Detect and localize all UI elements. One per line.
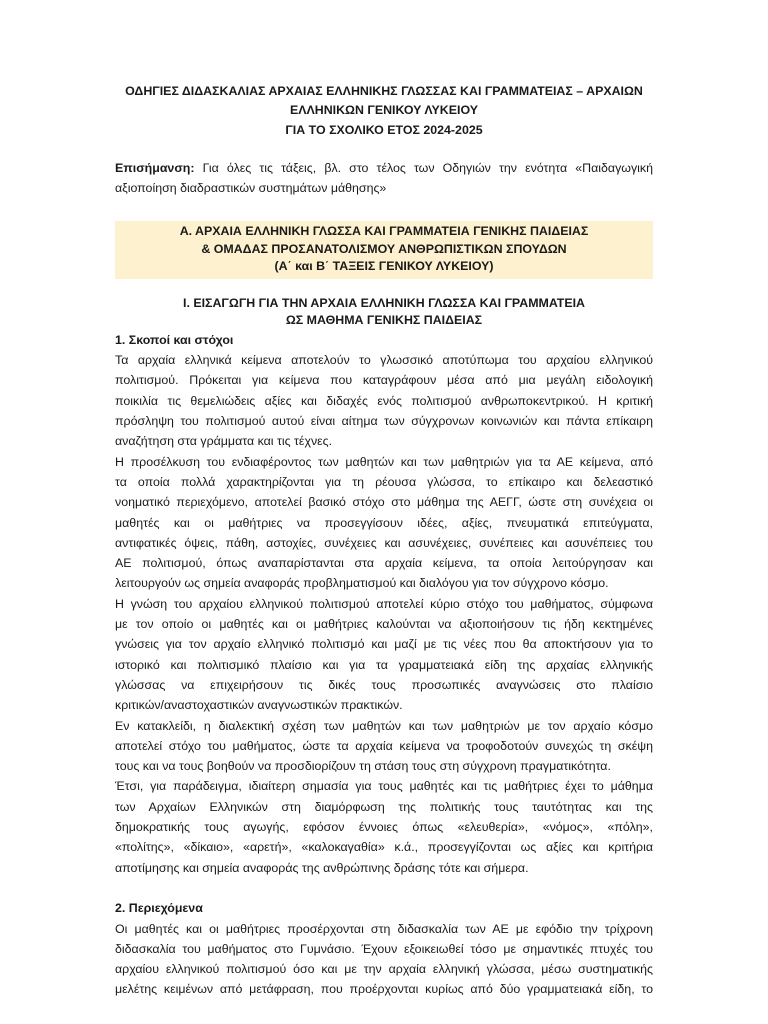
notice-line-2: αξιοποίηση διαδραστικών συστημάτων μάθησης» — [115, 181, 387, 196]
title-line-3: ΓΙΑ ΤΟ ΣΧΟΛΙΚΟ ΕΤΟΣ 2024-2025 — [285, 122, 483, 137]
paragraph-line: αναζήτηση στα γράμματα και τις τέχνες. — [115, 434, 333, 449]
document-title — [115, 82, 653, 140]
paragraph-line: αντιφατικές όψεις, πάθη, αστοχίες, συνέχειες και ασυνέχειες, συνέπειες και ασυνέπειες του — [115, 535, 653, 550]
paragraph-line: λειτουργούν ως σημεία αναφοράς προβληματισμού και διαλόγου για τον σύγχρονο κόσμο. — [115, 576, 609, 591]
paragraph-line: Οι μαθητές και οι μαθήτριες προσέρχονται στη διδασκαλία των ΑΕ με εφόδιο την τρίχρονη — [115, 921, 653, 936]
paragraph-2 — [115, 452, 653, 594]
paragraph-line: διδασκαλία του μαθήματος στο Γυμνάσιο. Έχουν εξοικειωθεί τόσο με σημαντικές πτυχές του — [115, 941, 653, 956]
paragraph-line: Η γνώση του αρχαίου ελληνικού πολιτισμού αποτελεί κύριο στόχο του μαθήματος, σύμφωνα — [115, 596, 653, 611]
paragraph-3 — [115, 594, 653, 716]
banner-line-3: (Α΄ και Β΄ ΤΑΞΕΙΣ ΓΕΝΙΚΟΥ ΛΥΚΕΙΟΥ) — [274, 259, 494, 274]
title-line-1: ΟΔΗΓΙΕΣ ΔΙΔΑΣΚΑΛΙΑΣ ΑΡΧΑΙΑΣ ΕΛΛΗΝΙΚΗΣ ΓΛΩΣΣΑΣ ΚΑΙ ΓΡΑΜΜΑΤΕΙΑΣ – ΑΡΧΑΙΩΝ — [125, 84, 643, 98]
banner-line-2: & ΟΜΑΔΑΣ ΠΡΟΣΑΝΑΤΟΛΙΣΜΟΥ ΑΝΘΡΩΠΙΣΤΙΚΩΝ ΣΠΟΥΔΩΝ — [201, 241, 567, 256]
paragraph-4 — [115, 716, 653, 777]
paragraph-line: αρχαίου ελληνικού πολιτισμού όσο και με την αρχαία ελληνική γλώσσα, μέσω συστηματικής — [115, 962, 653, 977]
paragraph-line: τους και να τους βοηθούν να προσδιορίζουν τη στάση τους στη σύγχρονη πραγματικότητα. — [115, 759, 611, 774]
notice-line-1 — [115, 158, 653, 178]
paragraph-line: με τον οποίο οι μαθητές και οι μαθήτριες καλούνται να αξιοποιήσουν τις ήδη κεκτημένες — [115, 617, 653, 632]
notice-paragraph — [115, 158, 653, 199]
paragraph-line: μελέτης κειμένων από μετάφραση, που προέρχονται κυρίως από δύο γραμματειακά είδη, το — [115, 982, 653, 997]
paragraph-line: δημοκρατικής τους αγωγής, εφόσον έννοιες όπως «ελευθερία», «νόμος», «πόλη», — [115, 820, 653, 835]
paragraph-line: γνώσεις για τον αρχαίο ελληνικό πολιτισμό και μαζί με τις νέες που θα αποκτήσουν για το — [115, 637, 653, 652]
paragraph-line: αποτίμησης και σημεία αναφοράς της ανθρώπινης δράσης τότε και σήμερα. — [115, 860, 529, 875]
section-i-title — [115, 295, 653, 330]
paragraph-line: Τα αρχαία ελληνικά κείμενα αποτελούν το γλωσσικό αποτύπωμα του αρχαίου ελληνικού — [115, 353, 653, 368]
paragraph-line: τα οποία πολλά χαρακτηρίζονται για τη ρέουσα γλώσσα, το επίκαιρο και δελεαστικό — [115, 474, 653, 489]
paragraph-line: κριτικών/αναστοχαστικών αναγνωστικών πρακτικών. — [115, 698, 403, 713]
section-a-banner — [115, 221, 653, 278]
paragraph-line: Η προσέλκυση του ενδιαφέροντος των μαθητών και των μαθητριών για τα ΑΕ κείμενα, από — [115, 454, 653, 469]
section-i-line-2: ΩΣ ΜΑΘΗΜΑ ΓΕΝΙΚΗΣ ΠΑΙΔΕΙΑΣ — [285, 313, 483, 328]
paragraph-line: των Αρχαίων Ελληνικών στη διαμόρφωση της πολιτικής τους ταυτότητας και της — [115, 799, 653, 814]
section-i-line-1: Ι. ΕΙΣΑΓΩΓΗ ΓΙΑ ΤΗΝ ΑΡΧΑΙΑ ΕΛΛΗΝΙΚΗ ΓΛΩΣΣΑ ΚΑΙ ΓΡΑΜΜΑΤΕΙΑ — [183, 295, 585, 310]
paragraph-line: πρόσληψη του πολιτισμού αυτού είναι αίτημα των σύγχρονων κοινωνιών και πάντα επίκαιρη — [115, 414, 653, 429]
heading-aims: 1. Σκοποί και στόχοι — [115, 332, 234, 347]
notice-text-1: Για όλες τις τάξεις, βλ. στο τέλος των Οδηγιών την ενότητα «Παιδαγωγική — [202, 160, 653, 175]
paragraph-line: γλώσσας να επιχειρήσουν τις δικές τους προσωπικές αναγνώσεις στο πλαίσιο — [115, 677, 653, 692]
paragraph-line: Εν κατακλείδι, η διαλεκτική σχέση των μαθητών και των μαθητριών με τον αρχαίο κόσμο — [115, 718, 653, 733]
paragraph-line: νοηματικό περιεχόμενο, αποτελεί βασικό στόχο στο μάθημα της ΑΕΓΓ, ώστε στη συνέχεια οι — [115, 495, 653, 510]
title-line-2: ΕΛΛΗΝΙΚΩΝ ΓΕΝΙΚΟΥ ΛΥΚΕΙΟΥ — [289, 103, 479, 118]
paragraph-line: πολιτισμού. Πρόκειται για κείμενα που καταγράφουν μέσα από μια μεγάλη ειδολογική — [115, 373, 653, 388]
heading-contents: 2. Περιεχόμενα — [115, 901, 203, 916]
banner-line-1: Α. ΑΡΧΑΙΑ ΕΛΛΗΝΙΚΗ ΓΛΩΣΣΑ ΚΑΙ ΓΡΑΜΜΑΤΕΙΑ ΓΕΝΙΚΗΣ ΠΑΙΔΕΙΑΣ — [179, 224, 589, 239]
paragraph-line: Έτσι, για παράδειγμα, ιδιαίτερη σημασία για τους μαθητές και τις μαθήτριες έχει το μάθημα — [115, 779, 653, 794]
paragraph-line: «πολίτης», «δίκαιο», «αρετή», «καλοκαγαθία» κ.ά., προσεγγίζονται ως αξίες και κριτήρια — [115, 840, 653, 855]
paragraph-line: αποτελεί στόχο του μαθήματος, ώστε τα αρχαία κείμενα να τροφοδοτούν συνεχώς τη σκέψη — [115, 738, 653, 753]
paragraph-6 — [115, 919, 653, 1000]
notice-label: Επισήμανση: — [115, 160, 195, 175]
paragraph-1 — [115, 350, 653, 451]
paragraph-5 — [115, 776, 653, 877]
paragraph-line: ΑΕ πολιτισμού, όπως αναπαρίστανται στα αρχαία κείμενα, τα οποία λειτούργησαν και — [115, 556, 653, 571]
blank-line — [115, 878, 653, 898]
paragraph-line: μαθητές και οι μαθήτριες να προσεγγίσουν ιδέες, αξίες, πνευματικά επιτεύγματα, — [115, 515, 653, 530]
paragraph-line: ιστορικό και πολιτισμικό πλαίσιο και για τα γραμματειακά είδη της αρχαίας ελληνικής — [115, 657, 653, 672]
paragraph-line: ποικιλία τις θεμελιώδεις αξίες και διδαχές ενός πολιτισμού ανθρωποκεντρικού. Η κριτική — [115, 393, 653, 408]
